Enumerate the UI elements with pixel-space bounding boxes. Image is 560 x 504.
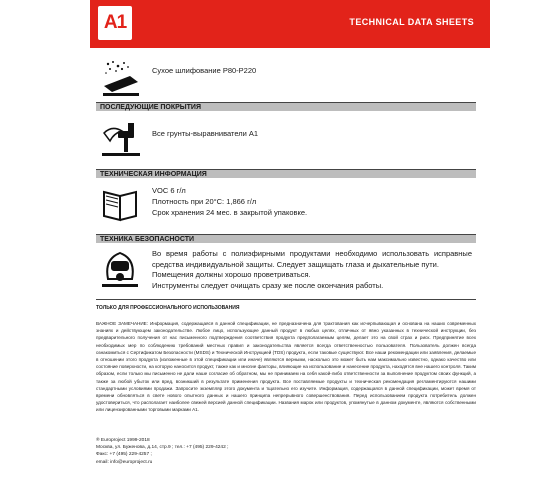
safety-section [96, 243, 476, 300]
notice-heading: ТОЛЬКО ДЛЯ ПРОФЕССИОНАЛЬНОГО ИСПОЛЬЗОВАНИЯ [96, 305, 240, 311]
spray-gun-icon [100, 119, 142, 159]
contacts-address: Москва, ул. Буженова, д.14, стр.9 ; тел.: +7 (495) 229-4242 ; [96, 445, 229, 451]
data-sheet [96, 52, 476, 498]
contacts-copyright: ® Europroject 1999-2018 [96, 438, 150, 443]
book-icon [100, 184, 142, 224]
coatings-text: Все грунты-выравниватели А1 [152, 129, 259, 138]
contacts-email[interactable]: email: info@europroject.ru [96, 459, 153, 465]
tech-heading: ТЕХНИЧЕСКАЯ ИНФОРМАЦИЯ [96, 169, 476, 178]
header-title: TECHNICAL DATA SHEETS [349, 17, 474, 27]
tech-voc: VOC 6 г/л [152, 186, 186, 195]
safety-paragraph-1: Во время работы с полиэфирными продуктами необходимо использовать исправные средства индивидуальной защиты. Следует защищать глаза и дыхательные пути. [152, 249, 472, 269]
sanding-section [96, 52, 476, 103]
safety-heading: ТЕХНИКА БЕЗОПАСНОСТИ [96, 234, 476, 243]
sanding-icon [100, 58, 142, 98]
safety-mask-icon [100, 249, 142, 289]
safety-paragraph-2: Помещения должны хорошо проветриваться. [152, 270, 311, 279]
tech-section [96, 178, 476, 235]
notice-body: ВАЖНОЕ ЗАМЕЧАНИЕ: Информация, содержащаяся в данной спецификации, не предназначена для трактования как исчерпывающая и основана на наших современных знаниях и действующем законодательстве. Любое лицо, использующее данный продукт в любых целях, отличных от явно указанных в технической инструкции, без предварительного получения от нас письменного подтверждения соответствия продукта предполагаемым целям, делает это на свой страх и риск. Предпринятие всех необходимых мер по соблюдению требований местных правил и законодательства является всегда ответственностью пользователя. Пользователь должен всегда ознакомиться с Сертификатом Безопасности (MSDS) и Технической Инструкцией (TDS) продукта, если таковые существуют. Все наши рекомендации или заявления, делаемые в отношении этого продукта (изложенные в этой спецификации или иначе) являются верными, насколько это может быть нам максимально известно, однако качество или состояние поверхности, на которую наносится продукт, также как и многие факторы, влияющие на использование и нанесение продукта, находятся вне нашего контроля. Таким образом, если только мы письменно не дали наше согласие об обратном, мы не принимаем на себя какой-либо ответственности за выполнение продуктом своих функций, а также за любой убыток или вред, возникший в результате применения продукта. Все поставляемые продукты и техническая рекомендация регламентируются нашими стандартными условиями продажи. Запросите экземпляр этого документа и тщательно его изучите. Информация, содержащаяся в данной спецификации, может время от времени обновляться в свете нового опытного данных и нашего принципа непрерывного совершенствования. Перед использованием продукта потребитель должен удостовериться, что располагает наиболее свежей версией данной спецификации. Названия марок или продуктов, упомянутые в данном документе, являются собственными или лицензированными торговыми марками А1. [96, 321, 476, 413]
sanding-text: Сухое шлифование P80-P220 [152, 66, 257, 75]
contacts-fax: Факс: +7 (495) 229-4257 ; [96, 452, 152, 458]
tech-density: Плотность при 20°С: 1,866 г/л [152, 197, 257, 206]
safety-paragraph-3: Инструменты следует очищать сразу же после окончания работы. [152, 281, 384, 290]
contacts-block [96, 437, 228, 466]
coatings-section [96, 111, 476, 170]
a1-logo: A1 [98, 6, 132, 40]
coatings-heading: ПОСЛЕДУЮЩИЕ ПОКРЫТИЯ [96, 102, 476, 111]
tech-storage: Срок хранения 24 мес. в закрытой упаковке. [152, 208, 308, 217]
